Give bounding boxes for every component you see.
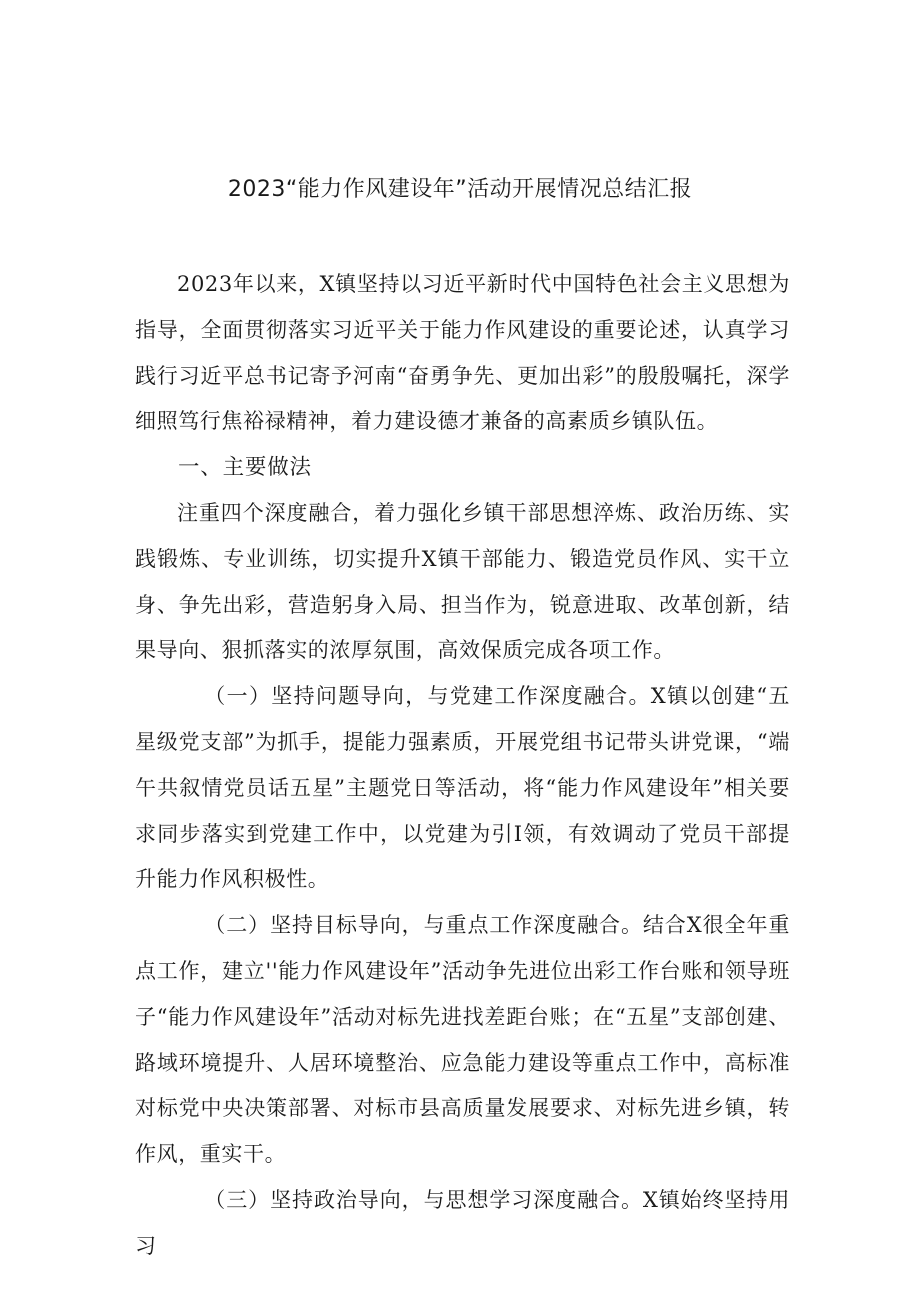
item-paragraph-1: （一）坚持问题导向，与党建工作深度融合。X镇以创建“五星级党支部”为抓手，提能力强素质，开展党组书记带头讲党课，“端午共叙情党员话五星”主题党日等活动，将“能力作风建设年”相关要求同步落实到党建工作中，以党建为引I领，有效调动了党员干部提升能力作风积极性。 [135,684,790,892]
document-body [135,262,790,1270]
item-paragraph-3: （三）坚持政治导向，与思想学习深度融合。X镇始终坚持用习 [135,1187,790,1258]
item-paragraph-2: （二）坚持目标导向，与重点工作深度融合。结合X很全年重点工作，建立''能力作风建设年”活动争先进位出彩工作台账和领导班子“能力作风建设年”活动对标先进找差距台账；在“五星”支部创建、路域环境提升、人居环境整治、应急能力建设等重点工作中，高标准对标党中央决策部署、对标市县高质量发展要求、对标先进乡镇，转作风，重实干。 [135,913,790,1167]
document-title: 2023“能力作风建设年”活动开展情况总结汇报 [227,177,693,202]
section-heading-main-practices: 一、主要做法 [178,455,312,481]
section-intro-paragraph: 注重四个深度融合，着力强化乡镇干部思想淬炼、政治历练、实践锻炼、专业训练，切实提升X镇干部能力、锻造党员作风、实干立身、争先出彩，营造躬身入局、担当作为，锐意进取、改革创新，结果导向、狠抓落实的浓厚氛围，高效保质完成各项工作。 [135,500,790,663]
intro-paragraph: 2023年以来，X镇坚持以习近平新时代中国特色社会主义思想为指导，全面贯彻落实习近平关于能力作风建设的重要论述，认真学习践行习近平总书记寄予河南“奋勇争先、更加出彩”的殷殷嘱托，深学细照笃行焦裕禄精神，着力建设德才兼备的高素质乡镇队伍。 [135,272,790,434]
